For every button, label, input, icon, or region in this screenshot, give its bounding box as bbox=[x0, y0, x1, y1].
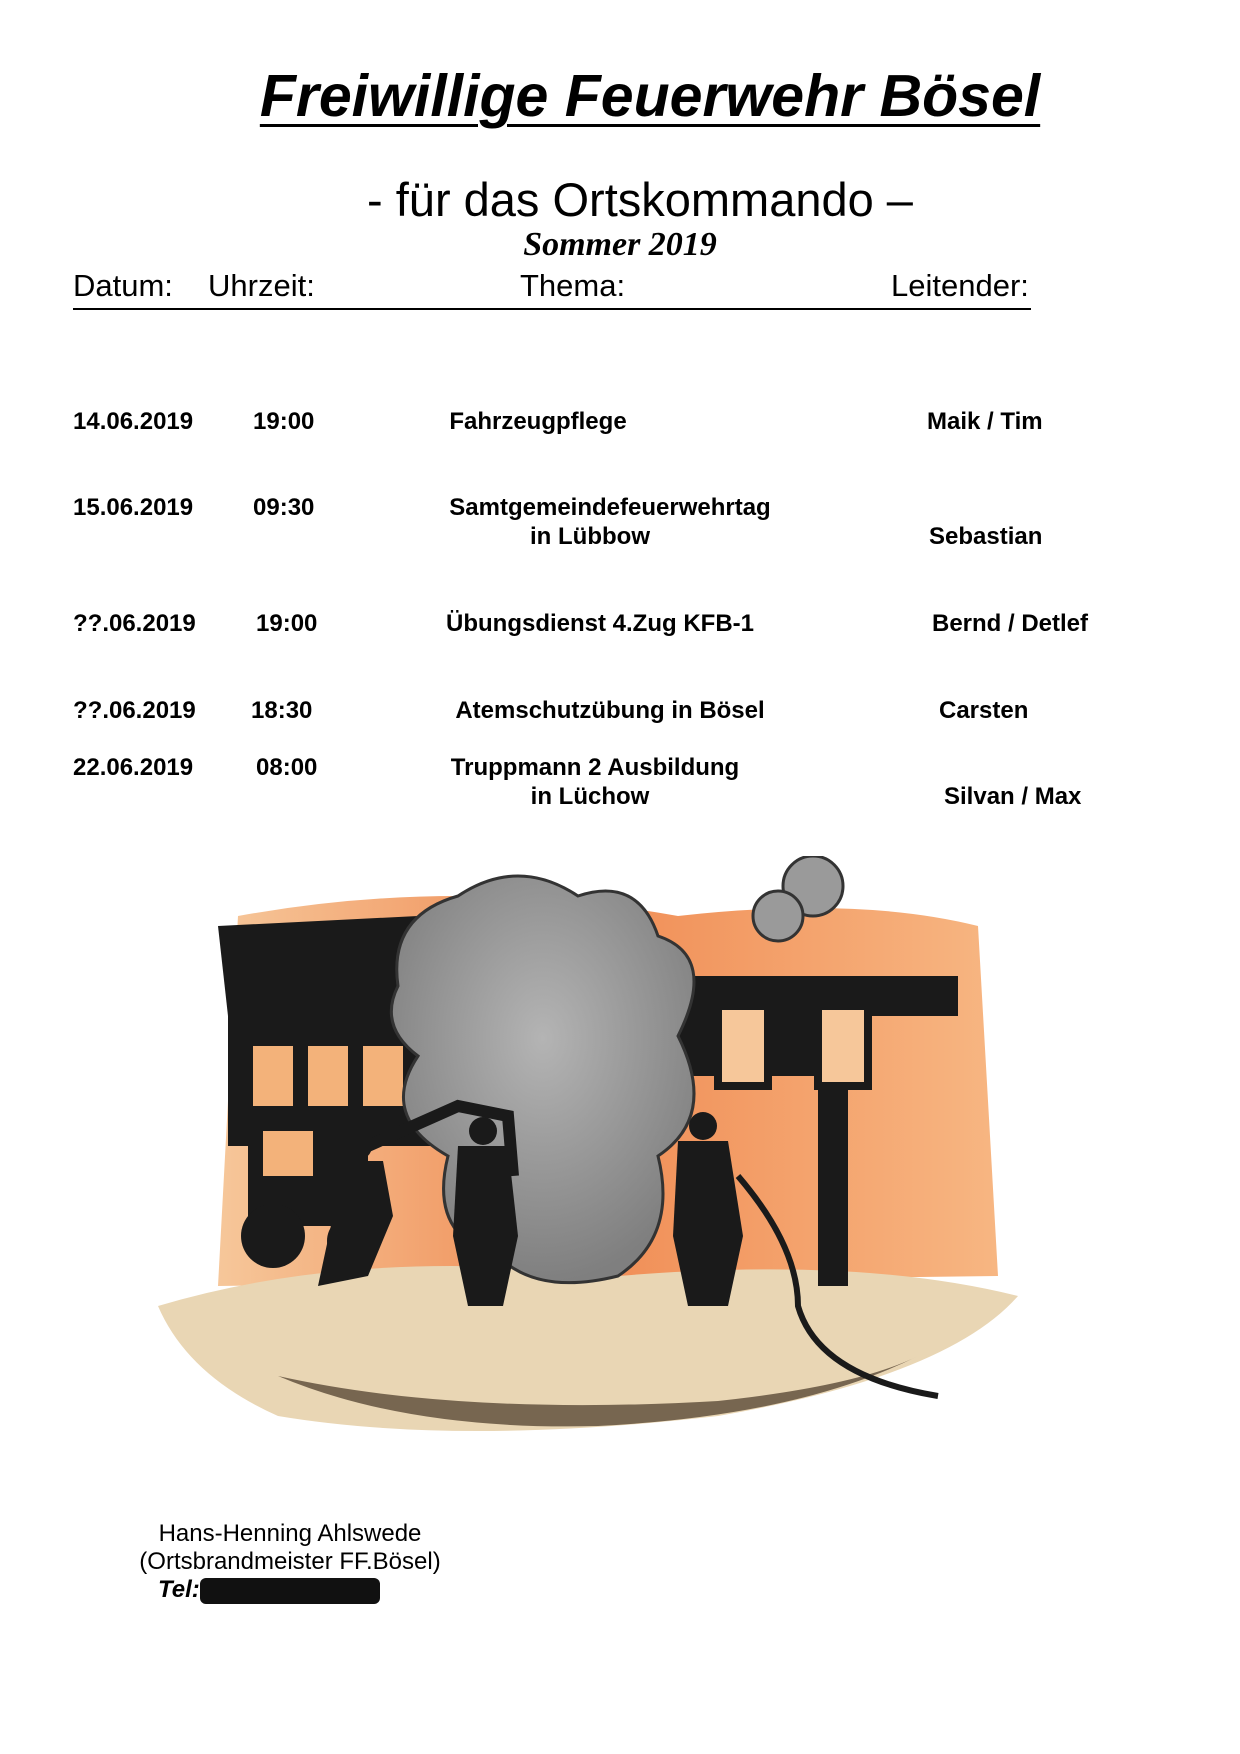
row-topic: Fahrzeugpflege bbox=[449, 408, 627, 435]
column-header-time: Uhrzeit: bbox=[208, 268, 315, 303]
row-time: 19:00 bbox=[256, 610, 318, 637]
row-topic-line2: in Lübbow bbox=[530, 523, 650, 550]
row-date: 22.06.2019 bbox=[73, 754, 194, 781]
row-date: ??.06.2019 bbox=[73, 697, 196, 724]
row-topic: Truppmann 2 Ausbildung bbox=[450, 754, 740, 781]
row-leader: Carsten bbox=[939, 697, 1029, 724]
row-time: 19:00 bbox=[253, 408, 315, 435]
redacted-phone-number bbox=[200, 1578, 380, 1604]
row-date: 15.06.2019 bbox=[73, 494, 194, 521]
row-topic-line2: in Lüchow bbox=[530, 783, 650, 810]
document-title: Freiwillige Feuerwehr Bösel bbox=[259, 63, 1041, 129]
row-topic: Atemschutzübung in Bösel bbox=[455, 697, 765, 724]
row-date: 14.06.2019 bbox=[73, 408, 194, 435]
document-subtitle: - für das Ortskommando – bbox=[367, 173, 913, 226]
row-date: ??.06.2019 bbox=[73, 610, 196, 637]
season-label: Sommer 2019 bbox=[523, 226, 717, 263]
row-leader: Silvan / Max bbox=[944, 783, 1082, 810]
row-time: 18:30 bbox=[251, 697, 313, 724]
row-leader: Sebastian bbox=[929, 523, 1043, 550]
phone-label: Tel: bbox=[158, 1576, 200, 1603]
firefighter-illustration bbox=[158, 856, 1055, 1441]
column-header-date: Datum: bbox=[73, 268, 173, 303]
row-topic: Samtgemeindefeuerwehrtag bbox=[449, 494, 771, 521]
signature-role: (Ortsbrandmeister FF.Bösel) bbox=[139, 1548, 441, 1575]
row-topic: Übungsdienst 4.Zug KFB-1 bbox=[446, 610, 754, 637]
column-header-topic: Thema: bbox=[520, 268, 626, 303]
signature-name: Hans-Henning Ahlswede bbox=[158, 1520, 422, 1547]
row-leader: Maik / Tim bbox=[927, 408, 1043, 435]
table-header bbox=[73, 268, 1031, 310]
row-time: 09:30 bbox=[253, 494, 315, 521]
row-time: 08:00 bbox=[256, 754, 318, 781]
row-leader: Bernd / Detlef bbox=[932, 610, 1089, 637]
column-header-leader: Leitender: bbox=[891, 268, 1029, 303]
